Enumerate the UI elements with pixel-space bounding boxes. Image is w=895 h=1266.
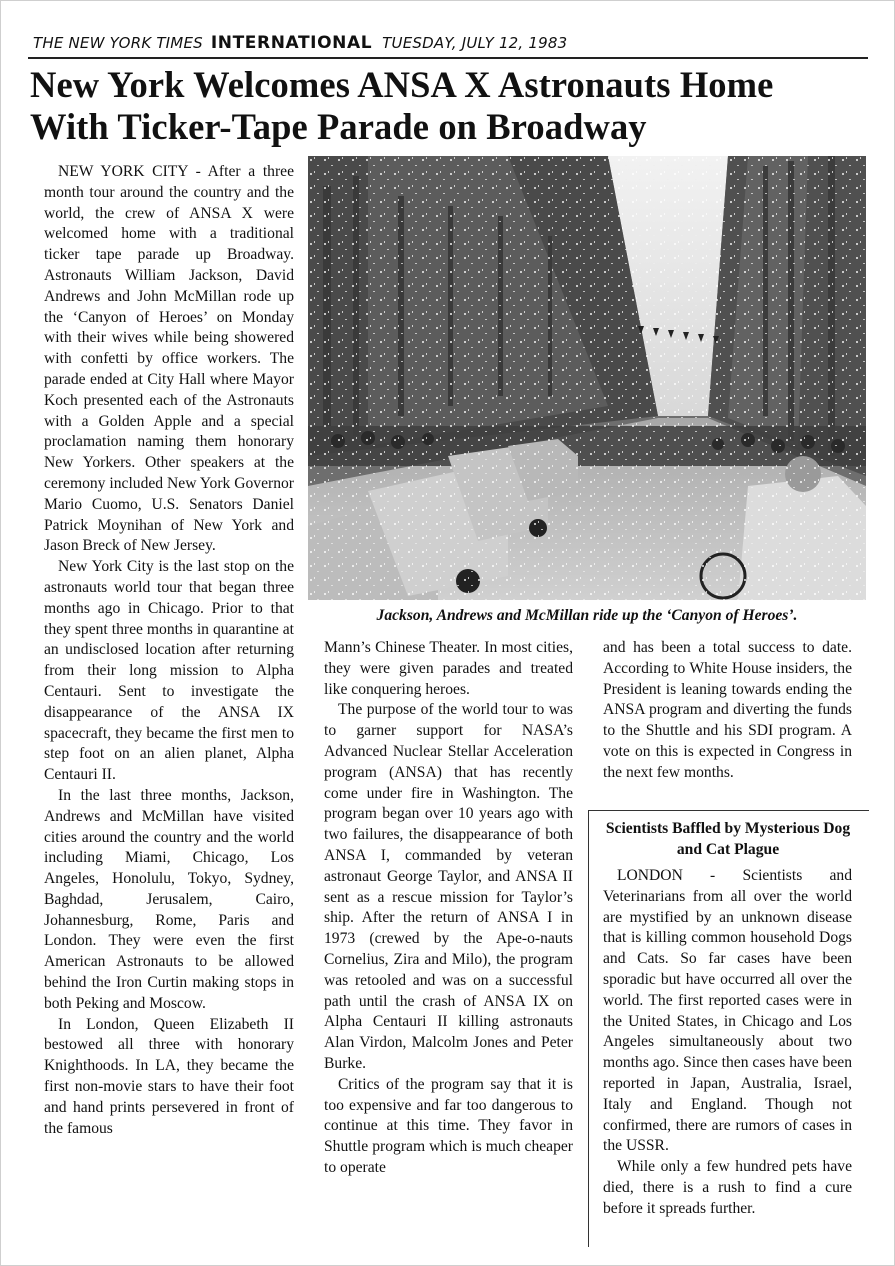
sidebar-paragraph: While only a few hundred pets have died, there is a rush to find a cure before it spreads further. bbox=[603, 1158, 852, 1217]
sidebar-headline: Scientists Baffled by Mysterious Dog and Cat Plague bbox=[605, 820, 851, 858]
article-paragraph: NEW YORK CITY - After a three month tour around the country and the world, the crew of ANSA X were welcomed home with a traditional ticker tape parade up Broadway. Astronauts William Jackson, David Andrews and John McMillan rode up the ‘Canyon of Heroes’ on Monday with their wives while being showered with confetti by office workers. The parade ended at City Hall where Mayor Koch presented each of the Astronauts with a Golden Apple and a special proclamation naming them honorary New Yorkers. Other speakers at the ceremony included New York Governor Mario Cuomo, U.S. Senators Daniel Patrick Moynihan of New York and Jason Breck of New Jersey. bbox=[44, 163, 294, 555]
article-paragraph: Mann’s Chinese Theater. In most cities, they were given parades and treated like conquering heroes. bbox=[324, 639, 573, 698]
masthead-paper-name: THE NEW YORK TIMES bbox=[33, 34, 203, 52]
masthead-rule bbox=[28, 57, 868, 59]
sidebar-article bbox=[603, 866, 852, 1220]
parade-photo bbox=[308, 156, 866, 600]
article-paragraph: In London, Queen Elizabeth II bestowed all three with honorary Knighthoods. In LA, they became the first non-movie stars to have their foot and hand prints persevered in front of the famous bbox=[44, 1015, 294, 1137]
article-paragraph: New York City is the last stop on the astronauts world tour that began three months ago in Chicago. Prior to that they spent three months in quarantine at an undisclosed location after returning from their long mission to Alpha Centauri. Sent to investigate the disappearance of the ANSA IX spacecraft, they became the first men to step foot on an alien planet, Alpha Centauri II. bbox=[44, 558, 294, 784]
headline bbox=[30, 64, 870, 148]
article-paragraph: The purpose of the world tour to was to garner support for NASA’s Advanced Nuclear Stellar Acceleration program (ANSA) that has recently come under fire in Washington. The program began over 10 years ago with two failures, the disappearance of both ANSA I, commanded by veteran astronaut George Taylor, and ANSA II sent as a rescue mission for Taylor’s ship. After the return of ANSA I in 1973 (crewed by the Ape-o-nauts Cornelius, Zira and Milo), the program was retooled and was on a successful path until the crash of ANSA IX on Alpha Centauri II killing astronauts Alan Virdon, Malcolm Jones and Peter Burke. bbox=[324, 701, 573, 1072]
article-column-1 bbox=[44, 162, 294, 1139]
photo-caption: Jackson, Andrews and McMillan ride up the ‘Canyon of Heroes’. bbox=[376, 607, 798, 624]
headline-line-1: New York Welcomes ANSA X Astronauts Home bbox=[30, 64, 774, 105]
article-column-2 bbox=[324, 638, 573, 1179]
sidebar-paragraph: LONDON - Scientists and Veterinarians from all over the world are mystified by an unknown disease that is killing common household Dogs and Cats. So far cases have been sporadic but have occurred all over the world. The first reported cases were in the United States, in Chicago and Los Angeles simultaneously about two months ago. Since then cases have been reported in Japan, Australia, Israel, Italy and England. Though not confirmed, there are rumors of cases in the USSR. bbox=[603, 867, 852, 1155]
masthead-section: INTERNATIONAL bbox=[210, 33, 373, 53]
article-paragraph: Critics of the program say that it is too expensive and far too dangerous to continue at this time. They favor in Shuttle program which is much cheaper to operate bbox=[324, 1075, 573, 1176]
headline-line-2: With Ticker-Tape Parade on Broadway bbox=[30, 106, 647, 147]
article-paragraph: and has been a total success to date. According to White House insiders, the President is leaning towards ending the ANSA program and diverting the funds to the Shuttle and his SDI program. A vote on this is expected in Congress in the next few months. bbox=[603, 639, 852, 781]
article-paragraph: In the last three months, Jackson, Andrews and McMillan have visited cities around the country and the world including Miami, Chicago, Los Angeles, Honolulu, Tokyo, Sydney, Baghdad, Jerusalem, Cairo, Johannesburg, Rome, Paris and London. They were even the first American Astronauts to be allowed behind the Iron Curtin making stops in both Peking and Moscow. bbox=[44, 786, 294, 1012]
article-column-3 bbox=[603, 638, 852, 784]
masthead-date: TUESDAY, JULY 12, 1983 bbox=[382, 34, 568, 52]
masthead bbox=[33, 32, 867, 56]
